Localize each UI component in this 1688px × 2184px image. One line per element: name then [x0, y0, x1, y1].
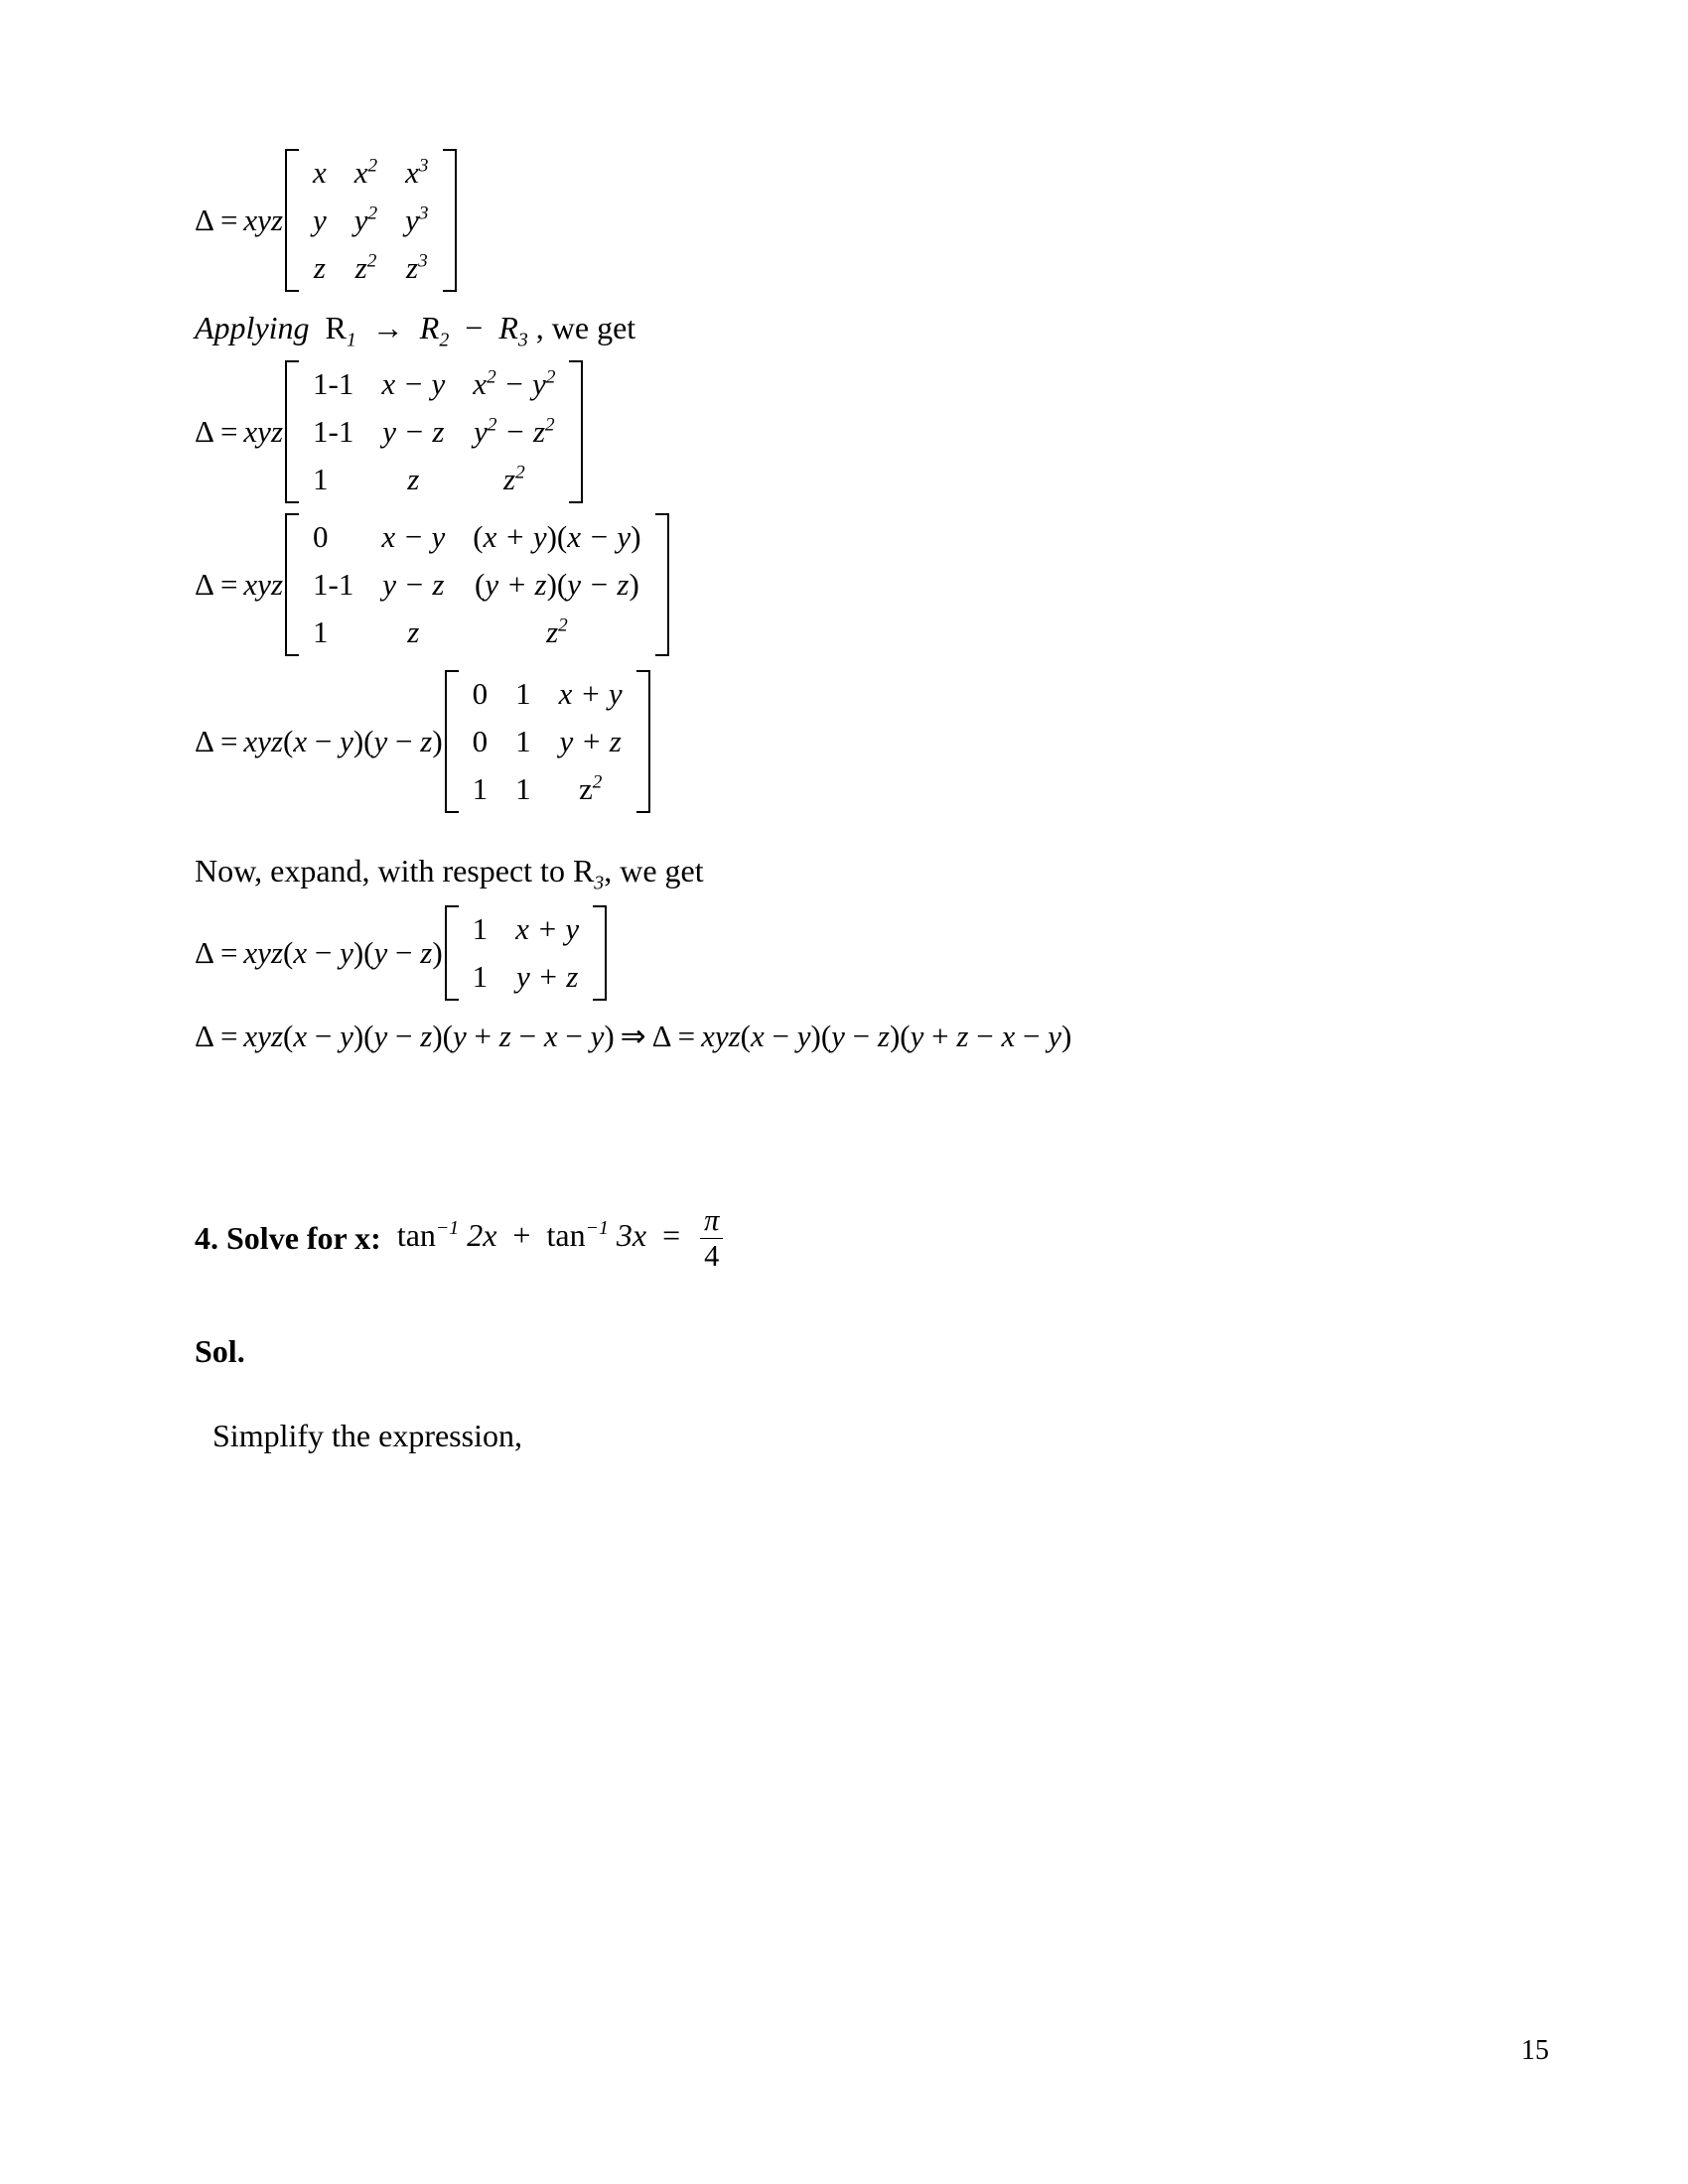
page-content — [195, 149, 1515, 1454]
matrix-cell: y − z — [382, 414, 445, 449]
matrix-1-table — [299, 149, 443, 292]
fraction-denominator: 4 — [704, 1238, 720, 1273]
matrix-cell: 1 — [472, 771, 489, 806]
row-op-expression: $R_1 \to R_2 - R_3$ — [325, 310, 528, 351]
matrix-row — [299, 149, 443, 197]
matrix-cell: $z^2$ — [578, 771, 603, 806]
matrix-cell: $z^3$ — [406, 250, 428, 285]
bracket-right-4 — [636, 670, 650, 813]
matrix-cell: $y^2$ — [353, 203, 378, 237]
matrix-cell: $z^2$ — [503, 462, 525, 496]
matrix-cell: 1 — [472, 959, 489, 994]
delta-symbol-2: Δ — [195, 414, 214, 449]
xyz-factor-5: xyz — [243, 935, 284, 970]
matrix-cell: 1-1 — [313, 366, 354, 401]
equals-sign-2: = — [219, 414, 238, 449]
matrix-cell: 1 — [515, 724, 531, 758]
question-4-label: 4. Solve for x: — [195, 1219, 381, 1256]
matrix-cell: $x^2 - y^2$ — [473, 366, 556, 401]
matrix-row — [299, 513, 655, 561]
bracket-left-3 — [285, 513, 299, 656]
matrix-3-table — [299, 513, 655, 656]
matrix-cell: x + y — [515, 911, 580, 946]
bracket-left-4 — [445, 670, 459, 813]
matrix-cell: y + z — [516, 959, 579, 994]
factor-group-4: (x − y)(y − z) — [283, 724, 443, 758]
matrix-row — [459, 765, 636, 813]
bracket-right-5 — [593, 905, 607, 1001]
matrix-cell: 1 — [313, 614, 329, 649]
matrix-cell: x + y — [558, 676, 623, 711]
equation-delta-2 — [195, 360, 1515, 503]
equation-delta-5 — [195, 905, 1515, 1001]
matrix-cell: 1-1 — [313, 414, 354, 449]
equals-sign-1: = — [219, 203, 238, 237]
applying-label: Applying — [195, 310, 310, 345]
matrix-4-table — [459, 670, 636, 813]
matrix-row — [459, 905, 593, 953]
matrix-row — [299, 360, 569, 408]
equation-delta-3 — [195, 513, 1515, 656]
matrix-cell: 0 — [472, 724, 489, 758]
matrix-cell: $x^2$ — [353, 155, 378, 190]
factor-group-5: (x − y)(y − z) — [283, 935, 443, 970]
expand-instruction — [195, 853, 1515, 894]
matrix-row — [459, 953, 593, 1001]
matrix-row — [459, 718, 636, 765]
matrix-cell: 0 — [472, 676, 489, 711]
matrix-4 — [445, 670, 650, 813]
matrix-cell: $z^2$ — [546, 614, 568, 649]
equals-sign-4: = — [219, 724, 238, 758]
delta-symbol-5: Δ — [195, 935, 214, 970]
matrix-1 — [285, 149, 457, 292]
expand-text-sub: 3 — [594, 872, 605, 894]
bracket-left-1 — [285, 149, 299, 292]
matrix-row — [299, 244, 443, 292]
matrix-2 — [285, 360, 583, 503]
matrix-row — [299, 197, 443, 244]
matrix-row — [459, 670, 636, 718]
we-get-label: , we get — [535, 310, 636, 345]
matrix-cell: y — [313, 203, 327, 237]
matrix-cell: y − z — [382, 567, 445, 602]
fraction-numerator: π — [700, 1203, 723, 1239]
equals-sign-3: = — [219, 567, 238, 602]
implies-symbol: ⇒ — [620, 1019, 646, 1053]
matrix-cell: 1 — [515, 676, 531, 711]
bracket-right-1 — [443, 149, 457, 292]
matrix-5-table — [459, 905, 593, 1001]
matrix-cell: $x^3$ — [405, 155, 429, 190]
final-right-expression: Δ = xyz(x − y)(y − z)(y + z − x − y) — [651, 1019, 1072, 1053]
matrix-cell: $y^3$ — [405, 203, 429, 237]
matrix-cell: 0 — [313, 519, 329, 554]
row-operation-line — [195, 310, 1515, 351]
matrix-5 — [445, 905, 607, 1001]
delta-symbol-1: Δ — [195, 203, 214, 237]
matrix-cell: x − y — [381, 366, 446, 401]
expand-text-b: , we get — [604, 853, 704, 888]
matrix-cell: $y^2 - z^2$ — [474, 414, 555, 449]
matrix-row — [299, 408, 569, 456]
bracket-left-2 — [285, 360, 299, 503]
question-4-expression: $\tan^{-1} 2x + \tan^{-1} 3x$ = $\frac{\pi}{4}$ — [397, 1203, 728, 1274]
matrix-cell: y + z — [559, 724, 622, 758]
matrix-cell: x − y — [381, 519, 446, 554]
equation-final — [195, 1019, 1515, 1054]
xyz-factor-4: xyz — [243, 724, 284, 758]
equals-sign-5: = — [219, 935, 238, 970]
matrix-cell: 1 — [515, 771, 531, 806]
matrix-2-table — [299, 360, 569, 503]
matrix-cell: 1-1 — [313, 567, 354, 602]
equation-delta-1 — [195, 149, 1515, 292]
xyz-factor-2: xyz — [243, 414, 284, 449]
expand-text-a: Now, expand, with respect to R — [195, 853, 595, 888]
matrix-3 — [285, 513, 669, 656]
matrix-cell: $z^2$ — [354, 250, 377, 285]
matrix-cell: z — [407, 614, 420, 649]
matrix-cell: z — [313, 250, 326, 285]
bracket-left-5 — [445, 905, 459, 1001]
delta-symbol-4: Δ — [195, 724, 214, 758]
matrix-cell: 1 — [313, 462, 329, 496]
page-number: 15 — [1521, 2035, 1549, 2066]
simplify-text: Simplify the expression, — [212, 1417, 522, 1453]
pi-over-4-fraction — [700, 1203, 723, 1274]
equation-delta-4 — [195, 670, 1515, 813]
bracket-right-3 — [655, 513, 669, 656]
bracket-right-2 — [569, 360, 583, 503]
xyz-factor-1: xyz — [243, 203, 284, 237]
matrix-row — [299, 609, 655, 656]
solution-label: Sol. — [195, 1332, 245, 1369]
matrix-cell: 1 — [472, 911, 489, 946]
question-4 — [195, 1203, 1515, 1274]
final-left-expression: Δ = xyz(x − y)(y − z)(y + z − x − y) — [195, 1019, 615, 1053]
matrix-cell: x — [313, 155, 327, 190]
matrix-row — [299, 456, 569, 503]
matrix-cell: z — [407, 462, 420, 496]
matrix-row — [299, 561, 655, 609]
matrix-cell: (y + z)(y − z) — [474, 567, 639, 602]
xyz-factor-3: xyz — [243, 567, 284, 602]
delta-symbol-3: Δ — [195, 567, 214, 602]
matrix-cell: (x + y)(x − y) — [473, 519, 641, 554]
